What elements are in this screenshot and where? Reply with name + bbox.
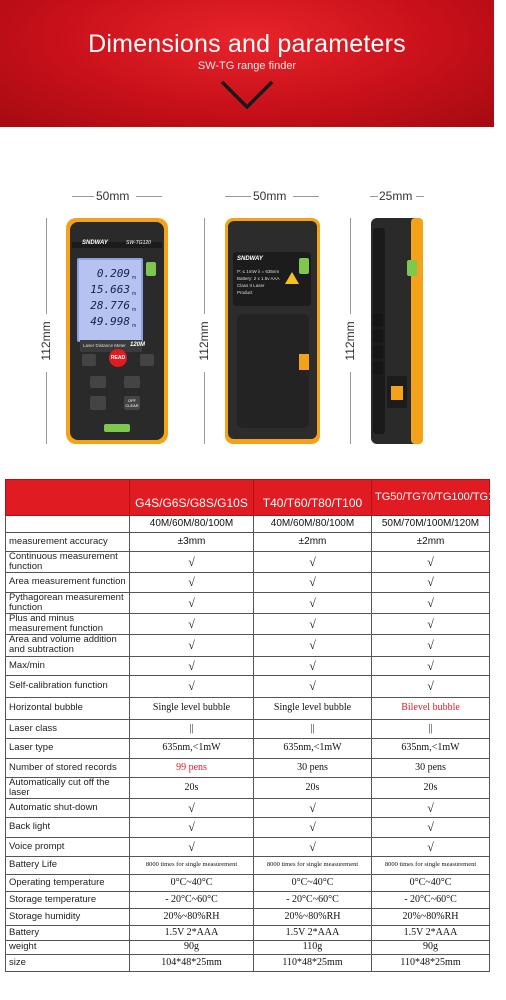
row-label: Storage humidity: [6, 908, 130, 925]
lcd-unit-2: m: [132, 291, 137, 297]
row-label: Area and volume addition and subtraction: [6, 634, 130, 656]
table-cell: √: [254, 572, 372, 592]
table-cell: - 20°C~60°C: [254, 891, 372, 908]
spec-table: [5, 479, 506, 972]
back-label-line: Battery: 2 x 1.5v AAA: [237, 276, 280, 281]
table-cell: 40M/60M/80/100M: [130, 516, 254, 533]
row-label: Area measurement function: [6, 572, 130, 592]
table-cell: √: [254, 837, 372, 856]
table-cell: 1.5V 2*AAA: [130, 925, 254, 940]
table-cell: √: [130, 798, 254, 817]
table-cell: 30 pens: [372, 758, 490, 777]
table-cell: √: [254, 613, 372, 634]
table-cell: √: [254, 798, 372, 817]
chevron-down-icon: [219, 78, 275, 112]
side-height-label: 112mm: [343, 321, 357, 361]
table-cell: 40M/60M/80/100M: [254, 516, 372, 533]
off-label: OFF: [128, 398, 136, 403]
back-width-label: 50mm: [253, 189, 287, 203]
table-cell: √: [372, 592, 490, 613]
table-cell: √: [372, 817, 490, 837]
table-cell: 20s: [254, 777, 372, 798]
table-cell: 30 pens: [254, 758, 372, 777]
table-row: [6, 817, 490, 837]
row-label: Operating temperature: [6, 874, 130, 891]
table-cell: 20s: [372, 777, 490, 798]
back-label-line: Class II Laser: [237, 283, 265, 288]
device-back-image: [225, 218, 320, 444]
table-row: [6, 925, 490, 940]
table-row: [6, 634, 490, 656]
device-front-drawing: [66, 218, 168, 444]
device-back-drawing: [225, 218, 320, 444]
table-row: [6, 940, 490, 954]
table-row: [6, 837, 490, 856]
dim-line: [46, 372, 47, 444]
table-cell: √: [254, 675, 372, 697]
table-cell: Single level bubble: [130, 697, 254, 719]
back-label-line: P: ≤ 1mW λ = 635nm: [237, 269, 280, 274]
table-cell: √: [372, 798, 490, 817]
table-row: [6, 697, 490, 719]
table-cell: √: [372, 572, 490, 592]
device-caption: Laser Distance Meter: [83, 343, 126, 348]
table-body: [6, 516, 490, 972]
row-label: measurement accuracy: [6, 533, 130, 552]
dim-line: [136, 196, 162, 197]
off-clear-button: [124, 398, 140, 408]
table-row: [6, 552, 490, 573]
row-label: Self-calibration function: [6, 675, 130, 697]
table-header-cell: [6, 480, 130, 516]
table-cell: 635nm,<1mW: [372, 738, 490, 758]
dim-line: [72, 196, 94, 197]
table-cell: 20%~80%RH: [372, 908, 490, 925]
lcd-reading-3: 28.776: [90, 299, 130, 312]
table-cell: 20s: [130, 777, 254, 798]
table-cell: √: [254, 817, 372, 837]
table-cell: ±2mm: [254, 533, 372, 552]
table-cell: 1.5V 2*AAA: [372, 925, 490, 940]
table-cell: √: [372, 656, 490, 675]
table-cell: √: [130, 552, 254, 573]
lcd-unit-3: m: [132, 307, 137, 313]
table-cell: 99 pens: [130, 758, 254, 777]
table-cell: √: [130, 656, 254, 675]
table-cell: 635nm,<1mW: [130, 738, 254, 758]
back-brand-logo: SNDWAY: [237, 256, 263, 262]
table-cell: 8000 times for single measurement: [130, 856, 254, 874]
dim-line: [225, 196, 251, 197]
table-cell: 110*48*25mm: [254, 954, 372, 971]
dim-line: [204, 218, 205, 314]
back-height-label: 112mm: [197, 321, 211, 361]
table-row: [6, 675, 490, 697]
table-row: [6, 572, 490, 592]
table-cell: - 20°C~60°C: [130, 891, 254, 908]
table-cell: 110g: [254, 940, 372, 954]
table-cell: √: [254, 656, 372, 675]
table-cell: √: [372, 634, 490, 656]
row-label: [6, 516, 130, 533]
read-button: READ: [110, 355, 126, 361]
table-cell: ±2mm: [372, 533, 490, 552]
header-banner: [0, 0, 494, 127]
lcd-reading-1: 0.209: [96, 267, 130, 280]
table-header-cell: G4S/G6S/G8S/G10S: [130, 480, 254, 516]
table-cell: √: [130, 613, 254, 634]
table-row: [6, 738, 490, 758]
table-cell: √: [130, 592, 254, 613]
table-cell: 8000 times for single measurement: [254, 856, 372, 874]
row-label: Storage temperature: [6, 891, 130, 908]
page-subtitle: SW-TG range finder: [197, 60, 297, 72]
row-label: Plus and minus measurement function: [6, 613, 130, 634]
table-header-cell: TG50/TG70/TG100/TG120: [372, 480, 490, 516]
brand-logo: SNDWAY: [82, 240, 108, 246]
table-cell: √: [372, 837, 490, 856]
table-cell: 110*48*25mm: [372, 954, 490, 971]
table-cell: √: [372, 552, 490, 573]
device-range: 120M: [130, 342, 146, 348]
table-cell: ||: [254, 719, 372, 738]
model-label: SW-TG120: [126, 240, 151, 246]
table-row: [6, 798, 490, 817]
front-width-label: 50mm: [96, 189, 130, 203]
row-label: Voice prompt: [6, 837, 130, 856]
table-row: [6, 758, 490, 777]
table-row: [6, 908, 490, 925]
table-row: [6, 516, 490, 533]
table-cell: 0°C~40°C: [372, 874, 490, 891]
table-cell: √: [130, 634, 254, 656]
table-cell: - 20°C~60°C: [372, 891, 490, 908]
side-width-label: 25mm: [379, 189, 413, 203]
row-label: Back light: [6, 817, 130, 837]
table-row: [6, 874, 490, 891]
dim-line: [416, 196, 424, 197]
table-cell: √: [254, 634, 372, 656]
row-label: Pythagorean measurement function: [6, 592, 130, 613]
table-row: [6, 533, 490, 552]
table-cell: 90g: [130, 940, 254, 954]
table-cell: √: [254, 552, 372, 573]
lcd-reading-2: 15.663: [90, 283, 130, 296]
table-row: [6, 856, 490, 874]
lcd-reading-4: 49.998: [90, 315, 130, 328]
table-cell: 20%~80%RH: [254, 908, 372, 925]
table-cell: 0°C~40°C: [130, 874, 254, 891]
row-label: Laser type: [6, 738, 130, 758]
table-row: [6, 719, 490, 738]
row-label: Automatic shut-down: [6, 798, 130, 817]
table-row: [6, 954, 490, 971]
dim-line: [350, 372, 351, 444]
table-cell: ±3mm: [130, 533, 254, 552]
dim-line: [350, 218, 351, 314]
table-row: [6, 613, 490, 634]
front-height-label: 112mm: [39, 321, 53, 361]
page-title: Dimensions and parameters: [88, 30, 406, 58]
table-cell: 1.5V 2*AAA: [254, 925, 372, 940]
device-side-drawing: [371, 218, 423, 444]
table-header-cell: T40/T60/T80/T100: [254, 480, 372, 516]
row-label: Battery Life: [6, 856, 130, 874]
table-cell: Single level bubble: [254, 697, 372, 719]
lcd-readings: [82, 266, 130, 330]
device-front-image: [66, 218, 168, 444]
table-cell: √: [130, 675, 254, 697]
table-cell: √: [130, 572, 254, 592]
table-cell: 90g: [372, 940, 490, 954]
table-cell: ||: [372, 719, 490, 738]
table-cell: 50M/70M/100M/120M: [372, 516, 490, 533]
table-cell: 104*48*25mm: [130, 954, 254, 971]
dim-line: [204, 372, 205, 444]
dim-line: [46, 218, 47, 314]
back-label: [237, 268, 280, 296]
lcd-unit-1: m: [132, 275, 137, 281]
table-cell: √: [254, 592, 372, 613]
row-label: size: [6, 954, 130, 971]
dim-line: [370, 196, 378, 197]
table-row: [6, 592, 490, 613]
table-cell: ||: [130, 719, 254, 738]
table-cell: √: [130, 817, 254, 837]
table-cell: √: [130, 837, 254, 856]
table-cell: 635nm,<1mW: [254, 738, 372, 758]
lcd-units: [132, 270, 136, 334]
table-row: [6, 656, 490, 675]
device-side-image: [371, 218, 423, 444]
row-label: Automatically cut off the laser: [6, 777, 130, 798]
table-row: [6, 891, 490, 908]
row-label: Battery: [6, 925, 130, 940]
table-cell: 8000 times for single measurement: [372, 856, 490, 874]
row-label: Max/min: [6, 656, 130, 675]
row-label: weight: [6, 940, 130, 954]
table-header-row: [6, 480, 490, 516]
table-cell: √: [372, 675, 490, 697]
row-label: Number of stored records: [6, 758, 130, 777]
row-label: Continuous measurement function: [6, 552, 130, 573]
table-cell: √: [372, 613, 490, 634]
table-cell: Bilevel bubble: [372, 697, 490, 719]
table-row: [6, 777, 490, 798]
table-cell: 0°C~40°C: [254, 874, 372, 891]
row-label: Laser class: [6, 719, 130, 738]
row-label: Horizontal bubble: [6, 697, 130, 719]
back-label-line: Product: [237, 290, 253, 295]
dim-line: [293, 196, 319, 197]
table-cell: 20%~80%RH: [130, 908, 254, 925]
lcd-unit-4: m: [132, 323, 137, 329]
clear-label: CLEAR: [125, 403, 139, 408]
